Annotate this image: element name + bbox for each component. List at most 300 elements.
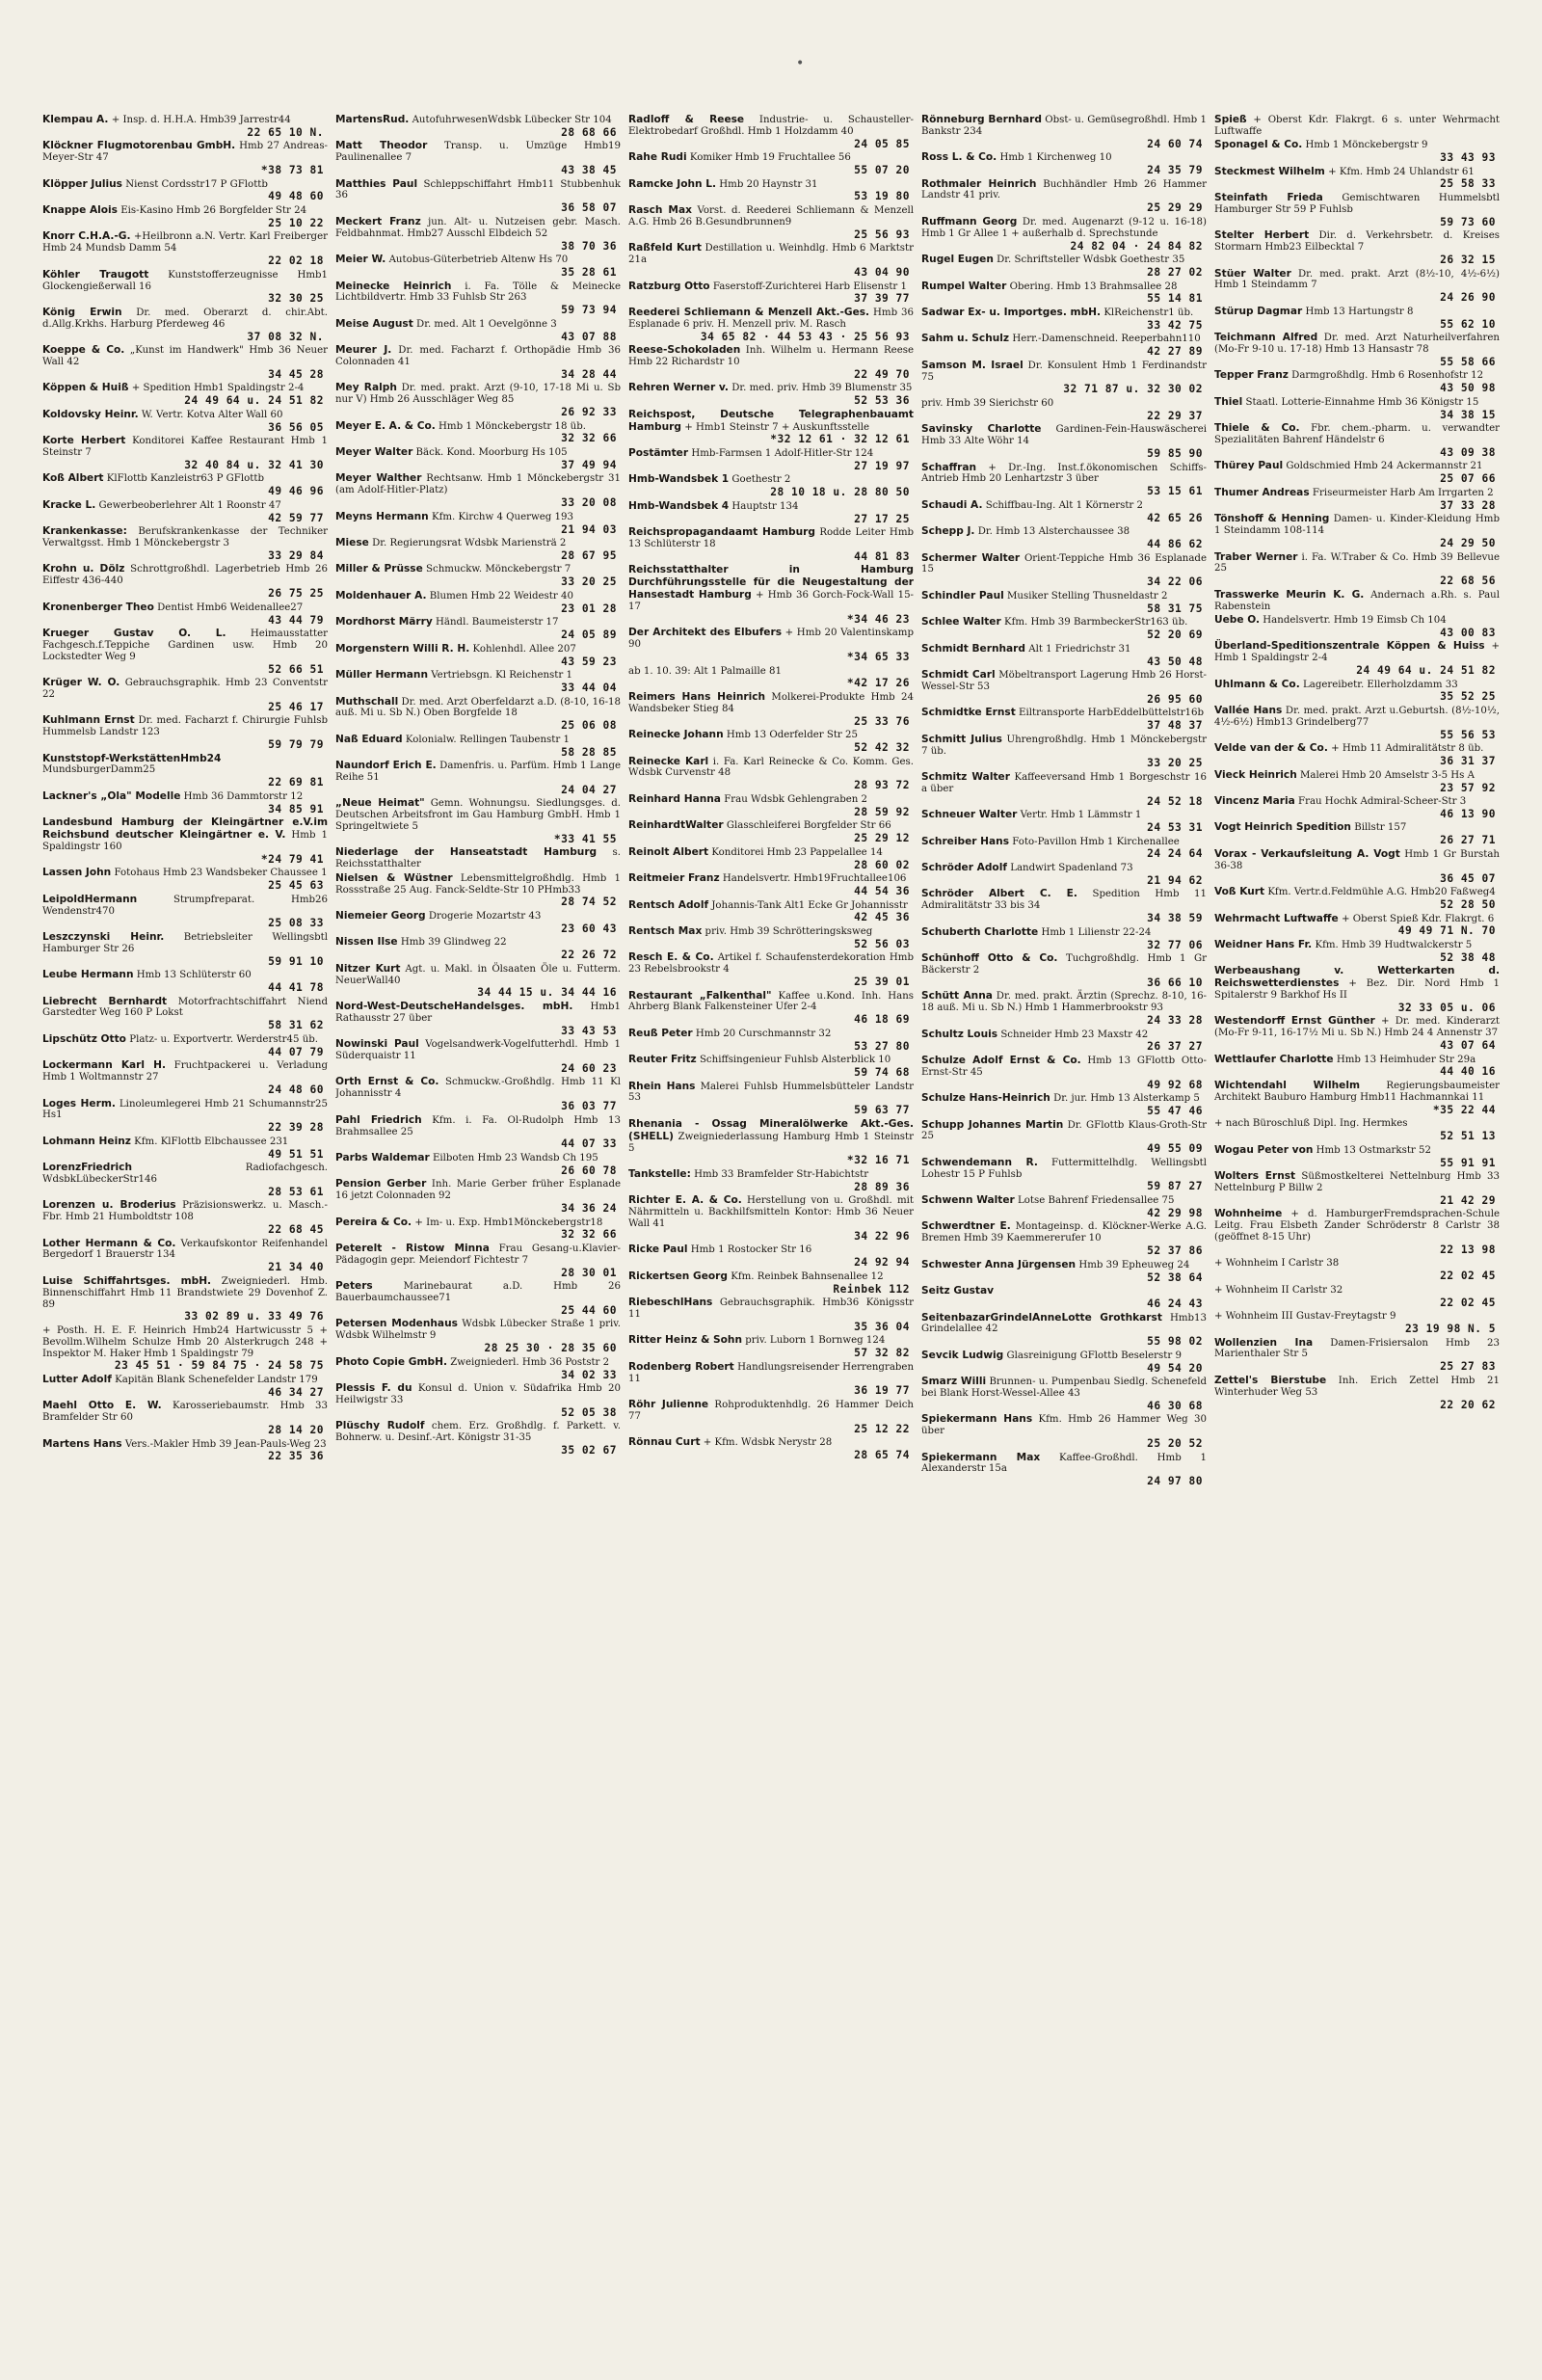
directory-entry bbox=[335, 797, 621, 844]
directory-entry bbox=[1214, 1015, 1500, 1052]
entry-phone: 52 20 69 bbox=[1147, 628, 1203, 642]
entry-phone: 24 60 74 bbox=[1147, 137, 1203, 150]
entry-phone: 55 56 53 bbox=[1440, 728, 1496, 741]
entry-phone: 34 45 28 bbox=[268, 367, 324, 381]
entry-phone: 32 40 84 u. 32 41 30 bbox=[184, 458, 324, 471]
entry-name: Wohnheime bbox=[1214, 1208, 1283, 1220]
directory-entry bbox=[42, 931, 328, 968]
directory-entry bbox=[628, 204, 914, 241]
entry-name: Nielsen & Wüstner bbox=[335, 871, 453, 884]
entry-details: Hmb 1 Gr Burstah 36-38 bbox=[1214, 848, 1500, 871]
entry-details: Damen- u. Kinder-Kleidung Hmb 1 Steindamm 108-114 bbox=[1214, 514, 1500, 537]
entry-name: Krankenkasse: bbox=[42, 525, 127, 538]
directory-entry bbox=[1214, 965, 1500, 1013]
entry-phone: 53 15 61 bbox=[1147, 485, 1203, 498]
entry-details: Dentist Hmb6 Weidenallee27 bbox=[157, 602, 304, 613]
entry-phone: 43 59 23 bbox=[561, 655, 617, 668]
entry-details: Dr. jur. Hmb 13 Alsterkamp 5 bbox=[1053, 1093, 1200, 1105]
entry-details: + Hmb1 Steinstr 7 + Auskunftsstelle bbox=[684, 421, 870, 433]
directory-entry bbox=[335, 696, 621, 733]
entry-details: Dr. med. prakt. Arzt (8½-10, 4½-6½) Hmb 1 Steindamm 7 bbox=[1214, 268, 1500, 291]
entry-phone: 22 02 45 bbox=[1440, 1270, 1496, 1283]
entry-phone: 52 53 36 bbox=[854, 394, 910, 408]
entry-name: Traber Werner bbox=[1214, 550, 1298, 563]
entry-details: jun. Alt- u. Nutzeisen gebr. Masch. Feldbahnmat. Hmb27 Ausschl Elbdeich 52 bbox=[335, 216, 621, 239]
directory-entry bbox=[921, 552, 1207, 589]
entry-details: Strumpfreparat. Hmb26 Wendenstr470 bbox=[42, 894, 328, 917]
entry-name: Koldovsky Heinr. bbox=[42, 408, 139, 420]
entry-name: Köhler Traugott bbox=[42, 268, 149, 281]
directory-page bbox=[42, 114, 1502, 2331]
entry-name: Reichsstatthalter in Hamburg Durchführungsstelle für die Neugestaltung der Hansestadt Hamburg bbox=[628, 564, 914, 602]
entry-phone: 52 38 48 bbox=[1440, 950, 1496, 964]
entry-details: Fotohaus Hmb 23 Wandsbeker Chaussee 1 bbox=[114, 868, 328, 879]
directory-entry bbox=[42, 472, 328, 497]
entry-phone: 59 87 27 bbox=[1147, 1180, 1203, 1193]
directory-entry bbox=[1214, 679, 1500, 704]
entry-details: Kohlenhdl. Allee 207 bbox=[472, 643, 576, 655]
entry-name: Richter E. A. & Co. bbox=[628, 1194, 742, 1207]
entry-details: Hauptstr 134 bbox=[731, 500, 799, 512]
entry-name: Wehrmacht Luftwaffe bbox=[1214, 912, 1339, 924]
entry-phone: 24 97 80 bbox=[1147, 1475, 1203, 1488]
entry-details: Glasreinigung GFlottb Beselerstr 9 bbox=[1006, 1350, 1182, 1361]
entry-name: Schmidtke Ernst bbox=[921, 707, 1016, 719]
directory-entry bbox=[921, 669, 1207, 706]
entry-phone: 49 49 71 N. 70 bbox=[1397, 924, 1496, 938]
directory-entry bbox=[335, 446, 621, 471]
entry-details: + Hmb 1 Spaldingstr 2-4 bbox=[1214, 641, 1500, 664]
entry-details: Industrie- u. Schausteller-Elektrobedarf Großhdl. Hmb 1 Holzdamm 40 bbox=[628, 115, 914, 137]
directory-entry bbox=[921, 216, 1207, 253]
entry-phone: 36 45 07 bbox=[1440, 871, 1496, 885]
entry-name: Müller Hermann bbox=[335, 669, 428, 682]
entry-details: Betriebsleiter Wellingsbtl Hamburger Str 26 bbox=[42, 932, 328, 954]
entry-details: Hmb 13 GFlottb Otto-Ernst-Str 45 bbox=[921, 1055, 1207, 1078]
directory-entry bbox=[1214, 1375, 1500, 1411]
entry-name: Lackner's „Ola" Modelle bbox=[42, 789, 181, 802]
entry-details: Hmb 1 Spaldingstr 160 bbox=[42, 830, 328, 852]
entry-phone: 52 66 51 bbox=[268, 662, 324, 676]
entry-details: Schrottgroßhdl. Lagerbetrieb Hmb 26 Eiffestr 436-440 bbox=[42, 564, 328, 587]
entry-name: Tepper Franz bbox=[1214, 369, 1289, 382]
entry-phone: 28 93 72 bbox=[854, 779, 910, 792]
directory-entry bbox=[335, 846, 621, 870]
entry-phone: 21 94 62 bbox=[1147, 873, 1203, 887]
entry-name: Reitmeier Franz bbox=[628, 872, 720, 885]
entry-name: SeitenbazarGrindelAnneLotte Grothkarst bbox=[921, 1311, 1162, 1324]
entry-phone: 42 29 98 bbox=[1147, 1206, 1203, 1219]
entry-phone: 43 00 83 bbox=[1440, 626, 1496, 639]
entry-details: Heimausstatter Fachgesch.f.Teppiche Gardinen usw. Hmb 20 Lockstedter Weg 9 bbox=[42, 628, 328, 662]
entry-phone: *34 46 23 bbox=[846, 612, 910, 626]
directory-entry bbox=[921, 1285, 1207, 1310]
entry-name: Klempau A. bbox=[42, 114, 109, 125]
directory-entry bbox=[335, 318, 621, 343]
entry-name: Meyns Hermann bbox=[335, 510, 429, 522]
entry-phone: 24 92 94 bbox=[854, 1256, 910, 1270]
entry-name: Maehl Otto E. W. bbox=[42, 1400, 162, 1412]
entry-details: Dr. med. prakt. Arzt (9-10, 17-18 Mi u. Sb nur V) Hmb 26 Ausschläger Weg 85 bbox=[335, 383, 621, 406]
entry-details: priv. Hmb 39 Schrötteringsksweg bbox=[705, 925, 873, 937]
entry-phone: 22 69 81 bbox=[268, 776, 324, 789]
entry-name: Schaffran bbox=[921, 461, 977, 473]
entry-name: Rodenberg Robert bbox=[628, 1360, 734, 1373]
entry-phone: 36 56 05 bbox=[268, 420, 324, 434]
entry-details: Herr.-Damenschneid. Reeperbahn110 bbox=[1012, 334, 1201, 345]
entry-name: Reederei Schliemann & Menzell Akt.-Ges. bbox=[628, 306, 870, 318]
entry-details: Dr. med. Oberarzt d. chir.Abt. d.Allg.Krkhs. Harburg Pferdeweg 46 bbox=[42, 307, 328, 330]
entry-phone: 25 07 66 bbox=[1440, 472, 1496, 486]
entry-phone: 22 26 72 bbox=[561, 949, 617, 962]
directory-entry bbox=[628, 627, 914, 663]
entry-phone: 22 68 45 bbox=[268, 1223, 324, 1237]
entry-name: Rumpel Walter bbox=[921, 280, 1007, 292]
entry-phone: 37 08 32 N. bbox=[247, 330, 324, 343]
directory-entry bbox=[628, 114, 914, 150]
entry-details: Kfm. Hmb 39 BarmbeckerStr163 üb. bbox=[1003, 617, 1188, 628]
entry-phone: 55 14 81 bbox=[1147, 292, 1203, 306]
entry-details: Gemischtwaren Hummelsbtl Hamburger Str 59 P Fuhlsb bbox=[1214, 193, 1500, 215]
entry-details: Hmb 1 Mönckebergstr 18 üb. bbox=[439, 420, 586, 432]
directory-entry bbox=[921, 151, 1207, 176]
directory-entry bbox=[1214, 551, 1500, 588]
entry-phone: 28 10 18 u. 28 80 50 bbox=[770, 486, 910, 499]
entry-details: Obst- u. Gemüsegroßhdl. Hmb 1 Bankstr 234 bbox=[921, 115, 1207, 137]
directory-entry bbox=[335, 910, 621, 935]
entry-name: Sahm u. Schulz bbox=[921, 333, 1010, 345]
entry-phone: *24 79 41 bbox=[260, 852, 324, 866]
entry-phone: 49 92 68 bbox=[1147, 1078, 1203, 1091]
directory-entry bbox=[628, 1243, 914, 1269]
entry-name: Parbs Waldemar bbox=[335, 1151, 430, 1163]
entry-phone: 58 31 62 bbox=[268, 1019, 324, 1032]
entry-name: Pahl Friedrich bbox=[335, 1113, 422, 1126]
entry-phone: 22 20 62 bbox=[1440, 1398, 1496, 1411]
entry-details: Handlungsreisender Herrengraben 11 bbox=[628, 1361, 914, 1384]
entry-phone: 37 33 28 bbox=[1440, 498, 1496, 512]
entry-name: Reuter Fritz bbox=[628, 1054, 697, 1066]
directory-entry bbox=[628, 382, 914, 407]
directory-entry bbox=[921, 1452, 1207, 1488]
entry-name: Rönnau Curt bbox=[628, 1436, 701, 1449]
directory-entry bbox=[42, 114, 328, 139]
entry-phone: 55 07 20 bbox=[854, 164, 910, 177]
directory-entry bbox=[628, 1297, 914, 1333]
entry-phone: 24 04 27 bbox=[561, 783, 617, 796]
entry-details: Vers.-Makler Hmb 39 Jean-Pauls-Weg 23 bbox=[124, 1438, 327, 1450]
entry-phone: 35 36 04 bbox=[854, 1320, 910, 1333]
entry-name: Schröder Adolf bbox=[921, 862, 1007, 874]
entry-name: Werbeaushang v. Wetterkarten d. Reichswetterdienstes bbox=[1214, 965, 1500, 990]
entry-name: Steinfath Frieda bbox=[1214, 192, 1323, 204]
directory-entry bbox=[335, 1076, 621, 1112]
entry-name: Tönshoff & Henning bbox=[1214, 513, 1330, 525]
entry-phone: 23 01 28 bbox=[561, 602, 617, 615]
directory-entry bbox=[1214, 1054, 1500, 1079]
entry-details: Staatl. Lotterie-Einnahme Hmb 36 Königstr 15 bbox=[1245, 396, 1479, 408]
directory-entry bbox=[42, 753, 328, 789]
directory-entry bbox=[628, 242, 914, 279]
entry-name: Vallée Hans bbox=[1214, 705, 1283, 717]
entry-phone: 22 02 18 bbox=[268, 254, 324, 268]
entry-details: Hmb 39 Epheuweg 24 bbox=[1078, 1259, 1190, 1270]
entry-details: i. Fa. W.Traber & Co. Hmb 39 Bellevue 25 bbox=[1214, 551, 1500, 575]
entry-details: Kaffee u.Kond. Inh. Hans Ahrberg Blank Falkensteiner Ufer 2-4 bbox=[628, 990, 914, 1013]
directory-entry bbox=[1214, 913, 1500, 938]
entry-phone: 25 33 76 bbox=[854, 714, 910, 728]
directory-entry bbox=[335, 140, 621, 176]
directory-entry bbox=[42, 1199, 328, 1236]
entry-name: Leube Hermann bbox=[42, 969, 134, 981]
entry-name: Raßfeld Kurt bbox=[628, 242, 702, 254]
entry-details: Handelsvertr. Hmb 19 Eimsb Ch 104 bbox=[1263, 614, 1447, 626]
directory-entry bbox=[921, 423, 1207, 460]
entry-phone: 55 62 10 bbox=[1440, 317, 1496, 331]
directory-entry bbox=[628, 409, 914, 446]
entry-phone: 42 45 36 bbox=[854, 911, 910, 924]
entry-details: Dr. GFlottb Klaus-Groth-Str 25 bbox=[921, 1119, 1207, 1142]
directory-entry bbox=[921, 1413, 1207, 1450]
entry-name: Loges Herm. bbox=[42, 1097, 116, 1110]
entry-details: Fbr. chem.-pharm. u. verwandter Spezialitäten Bahrenf Händelstr 6 bbox=[1214, 423, 1500, 446]
entry-name: LorenzFriedrich bbox=[42, 1162, 133, 1174]
entry-name: Reimers Hans Heinrich bbox=[628, 691, 766, 704]
entry-details: Drogerie Mozartstr 43 bbox=[428, 910, 542, 922]
entry-details: Dr. med. prakt. Ärztin (Sprechz. 8-10, 16-18 auß. Mi u. Sb N.) Hmb 1 Hammerbrookstr 93 bbox=[921, 991, 1207, 1014]
entry-name: Radloff & Reese bbox=[628, 114, 745, 125]
entry-phone: 25 29 29 bbox=[1147, 201, 1203, 215]
entry-details: Handelsvertr. Hmb19Fruchtallee106 bbox=[722, 873, 907, 885]
entry-name: Stürup Dagmar bbox=[1214, 305, 1303, 317]
directory-entry bbox=[921, 462, 1207, 498]
entry-details: + Bez. Dir. Nord Hmb 1 Spitalerstr 9 Barkhof Hs II bbox=[1214, 978, 1500, 1001]
entry-phone: 49 46 96 bbox=[268, 485, 324, 498]
directory-entry bbox=[1214, 1208, 1500, 1255]
directory-entry bbox=[921, 1312, 1207, 1349]
entry-details: Rechtsanw. Hmb 1 Mönckebergstr 31 (am Adolf-Hitler-Platz) bbox=[335, 473, 621, 496]
entry-details: Schiffbau-Ing. Alt 1 Körnerstr 2 bbox=[985, 499, 1144, 511]
entry-name: Meyer Walther bbox=[335, 472, 422, 485]
entry-name: Schultz Louis bbox=[921, 1028, 998, 1040]
entry-details: Möbeltransport Lagerung Hmb 26 Horst-Wessel-Str 53 bbox=[921, 670, 1207, 692]
entry-details: Hmb 36 Dammtorstr 12 bbox=[183, 790, 304, 802]
entry-details: Musiker Stelling Thusneldastr 2 bbox=[1007, 590, 1168, 602]
entry-name: Schuberth Charlotte bbox=[921, 925, 1039, 938]
entry-phone: 28 27 02 bbox=[1147, 265, 1203, 279]
directory-entry bbox=[921, 1376, 1207, 1412]
entry-details: Artikel f. Schaufensterdekoration Hmb 23 Rebelsbrookstr 4 bbox=[628, 952, 914, 976]
directory-entry bbox=[335, 1217, 621, 1242]
entry-name: Schepp J. bbox=[921, 525, 975, 538]
entry-name: Rhenania - Ossag Mineralölwerke Akt.-Ges. (SHELL) bbox=[628, 1117, 914, 1142]
entry-name: Rehren Werner v. bbox=[628, 382, 729, 394]
entry-details: Schneider Hmb 23 Maxstr 42 bbox=[1000, 1029, 1149, 1040]
entry-details: Orient-Teppiche Hmb 36 Esplanade 15 bbox=[921, 552, 1207, 575]
entry-name: Reese-Schokoladen bbox=[628, 344, 741, 357]
directory-entry bbox=[921, 734, 1207, 770]
entry-name: Steckmest Wilhelm bbox=[1214, 165, 1325, 177]
directory-entry bbox=[1214, 705, 1500, 741]
entry-phone: 43 50 48 bbox=[1147, 655, 1203, 668]
directory-entry bbox=[335, 872, 621, 909]
directory-entry bbox=[1214, 306, 1500, 331]
entry-phone: 49 55 09 bbox=[1147, 1142, 1203, 1156]
directory-entry bbox=[628, 564, 914, 625]
entry-details: i. Fa. Tölle & Meinecke Lichtbildvertr. Hmb 33 Fuhlsb Str 263 bbox=[335, 281, 621, 304]
directory-entry bbox=[628, 473, 914, 498]
entry-details: + Oberst Spieß Kdr. Flakrgt. 6 bbox=[1341, 913, 1495, 924]
entry-phone: 25 12 22 bbox=[854, 1422, 910, 1435]
entry-name: Koß Albert bbox=[42, 472, 104, 485]
entry-details: Schleppschiffahrt Hmb11 Stubbenhuk 36 bbox=[335, 178, 621, 201]
directory-entry bbox=[335, 669, 621, 694]
entry-phone: 38 70 36 bbox=[561, 239, 617, 253]
entry-name: Samson M. Israel bbox=[921, 359, 1024, 371]
directory-entry bbox=[335, 936, 621, 961]
directory-entry bbox=[42, 1162, 328, 1198]
directory-entry bbox=[921, 1259, 1207, 1284]
entry-details: Kfm. KlFlottb Elbchaussee 231 bbox=[134, 1136, 289, 1147]
entry-phone: 25 06 08 bbox=[561, 719, 617, 733]
entry-name: Reinecke Karl bbox=[628, 755, 709, 767]
entry-name: Sadwar Ex- u. Importges. mbH. bbox=[921, 306, 1102, 318]
entry-details: Dir. d. Verkehrsbetr. d. Kreises Stormarn Hmb23 Eilbecktal 7 bbox=[1214, 230, 1500, 254]
directory-entry bbox=[335, 1382, 621, 1419]
entry-details: + Hmb 36 Gorch-Fock-Wall 15-17 bbox=[628, 590, 914, 612]
entry-details: Kfm. Vertr.d.Feldmühle A.G. Hmb20 Faßweg4 bbox=[1267, 887, 1496, 898]
entry-name: Meier W. bbox=[335, 254, 386, 266]
directory-entry bbox=[628, 447, 914, 472]
entry-phone: 33 02 89 u. 33 49 76 bbox=[184, 1310, 324, 1324]
entry-phone: 34 36 24 bbox=[561, 1201, 617, 1215]
directory-entry bbox=[921, 1029, 1207, 1054]
entry-name: Postämter bbox=[628, 447, 689, 460]
entry-name: Rugel Eugen bbox=[921, 254, 994, 266]
entry-phone: 42 59 77 bbox=[268, 511, 324, 524]
entry-details: Dr. Schriftsteller Wdsbk Goethestr 35 bbox=[997, 254, 1185, 266]
directory-entry bbox=[335, 1152, 621, 1177]
directory-entry bbox=[335, 590, 621, 615]
entry-phone: 33 44 04 bbox=[561, 681, 617, 694]
entry-name: Plessis F. du bbox=[335, 1382, 412, 1395]
entry-phone: 55 91 91 bbox=[1440, 1156, 1496, 1169]
directory-entry bbox=[1214, 139, 1500, 164]
entry-phone: 52 05 38 bbox=[561, 1405, 617, 1419]
entry-name: Petersen Modenhaus bbox=[335, 1318, 458, 1330]
entry-name: Schünhoff Otto & Co. bbox=[921, 952, 1058, 965]
directory-entry bbox=[921, 307, 1207, 332]
directory-entry bbox=[628, 178, 914, 203]
entry-name: Schütt Anna bbox=[921, 990, 993, 1003]
directory-entry bbox=[1214, 166, 1500, 191]
entry-details: Komiker Hmb 19 Fruchtallee 56 bbox=[689, 152, 851, 164]
entry-name: Miese bbox=[335, 537, 369, 549]
directory-entry bbox=[921, 1350, 1207, 1375]
entry-name: Thiele & Co. bbox=[1214, 422, 1300, 435]
entry-details: Blumen Hmb 22 Weidestr 40 bbox=[429, 590, 573, 602]
entry-details: Dr. med. Arzt Naturheilverfahren (Mo-Fr 9-10 u. 17-18) Hmb 13 Hansastr 78 bbox=[1214, 333, 1500, 355]
directory-entry bbox=[628, 1028, 914, 1053]
directory-entry bbox=[42, 1324, 328, 1372]
entry-name: Pension Gerber bbox=[335, 1178, 427, 1190]
entry-phone: 35 02 67 bbox=[561, 1443, 617, 1457]
entry-phone: 32 77 06 bbox=[1147, 938, 1203, 951]
entry-details: Gardinen-Fein-Hauswäscherei Hmb 33 Alte Wöhr 14 bbox=[921, 424, 1207, 447]
entry-details: Nienst Cordsstr17 P GFlottb bbox=[125, 178, 268, 190]
entry-name: Peterelt - Ristow Minna bbox=[335, 1242, 490, 1254]
entry-details: + Spedition Hmb1 Spaldingstr 2-4 bbox=[131, 383, 305, 394]
entry-details: Kaffee-Großhdl. Hmb 1 Alexanderstr 15a bbox=[921, 1452, 1207, 1475]
entry-details: + Wohnheim III Gustav-Freytagstr 9 bbox=[1214, 1311, 1396, 1323]
entry-name: Lorenzen u. Broderius bbox=[42, 1199, 176, 1212]
entry-name: Meyer Walter bbox=[335, 446, 413, 459]
entry-phone: 42 27 89 bbox=[1147, 345, 1203, 359]
entry-phone: 59 91 10 bbox=[268, 954, 324, 968]
entry-details: Kolonialw. Rellingen Taubenstr 1 bbox=[405, 734, 570, 745]
entry-details: Rodde Leiter Hmb 13 Schlüterstr 18 bbox=[628, 527, 914, 550]
entry-details: Damenfris. u. Parfüm. Hmb 1 Lange Reihe 51 bbox=[335, 761, 621, 783]
entry-phone: 21 34 40 bbox=[268, 1261, 324, 1274]
entry-details: Schmuckw.-Großhdlg. Hmb 11 Kl Johannisstr 4 bbox=[335, 1077, 621, 1100]
directory-entry bbox=[1214, 614, 1500, 639]
entry-phone: 23 19 98 N. 5 bbox=[1404, 1323, 1496, 1336]
entry-details: Konditorei Kaffee Restaurant Hmb 1 Steinstr 7 bbox=[42, 436, 328, 459]
entry-name: Kracke L. bbox=[42, 498, 96, 511]
entry-phone: 33 20 25 bbox=[1147, 757, 1203, 770]
entry-phone: 27 19 97 bbox=[854, 459, 910, 472]
entry-name: Sevcik Ludwig bbox=[921, 1349, 1004, 1361]
entry-phone: 24 33 28 bbox=[1147, 1013, 1203, 1027]
directory-entry bbox=[921, 1220, 1207, 1257]
entry-details: MundsburgerDamm25 bbox=[42, 764, 156, 776]
entry-details: Vorst. d. Reederei Schliemann & Menzell A.G. Hmb 26 B.Gesundbrunnen9 bbox=[628, 205, 914, 227]
entry-name: Hmb-Wandsbek 1 bbox=[628, 473, 730, 486]
entry-details: Schmuckw. Mönckebergstr 7 bbox=[426, 564, 572, 575]
entry-name: Rasch Max bbox=[628, 204, 692, 217]
directory-entry bbox=[921, 114, 1207, 150]
directory-entry bbox=[921, 590, 1207, 615]
entry-phone: 25 20 52 bbox=[1147, 1437, 1203, 1451]
entry-details: Lotse Bahrenf Friedensallee 75 bbox=[1018, 1195, 1175, 1207]
entry-phone: 25 08 33 bbox=[268, 917, 324, 930]
entry-details: Hmb 13 Oderfelder Str 25 bbox=[726, 730, 858, 741]
directory-entry bbox=[335, 1356, 621, 1381]
entry-name: Meurer J. bbox=[335, 344, 392, 357]
entry-phone: 28 67 95 bbox=[561, 548, 617, 562]
directory-entry bbox=[628, 1194, 914, 1242]
entry-phone: *32 16 71 bbox=[846, 1154, 910, 1167]
entry-name: Peters bbox=[335, 1280, 373, 1293]
directory-entry bbox=[1214, 939, 1500, 964]
entry-name: Vieck Heinrich bbox=[1214, 768, 1297, 781]
entry-phone: 37 49 94 bbox=[561, 458, 617, 471]
entry-name: Schwerdtner E. bbox=[921, 1220, 1011, 1233]
entry-phone: 34 85 91 bbox=[268, 802, 324, 816]
directory-entry bbox=[921, 952, 1207, 989]
directory-entry bbox=[628, 665, 914, 690]
directory-entry bbox=[1214, 422, 1500, 459]
directory-entry bbox=[335, 963, 621, 1000]
directory-entry bbox=[335, 254, 621, 279]
entry-phone: 44 07 33 bbox=[561, 1137, 617, 1151]
entry-name: Leszczynski Heinr. bbox=[42, 931, 165, 943]
directory-entry bbox=[921, 1119, 1207, 1156]
entry-name: Stelter Herbert bbox=[1214, 229, 1310, 242]
entry-phone: 24 05 85 bbox=[854, 137, 910, 150]
directory-entry bbox=[42, 1238, 328, 1274]
directory-entry bbox=[42, 867, 328, 892]
